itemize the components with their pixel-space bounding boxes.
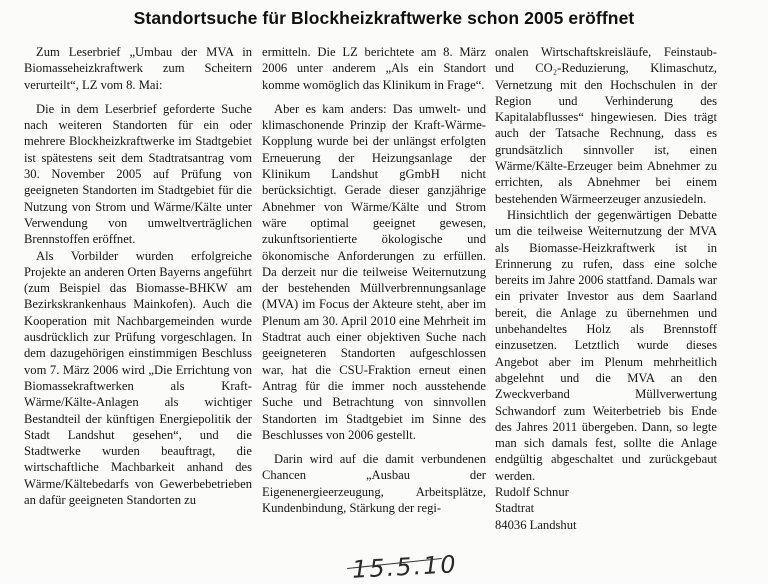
paragraph: Hinsichtlich der gegenwärtigen Debatte um die teilweise Weiternutzung der MVA als Biomasse-Heizkraftwerk ist in Erinnerung zu rufen, dass eine solche bereits im Jahre 2006 stattfand. Damals war ein privater Investor aus dem Saarland bereit, die Anlage zu übernehmen und unbehandeltes Holz als Brennstoff einzusetzen. Letztlich wurde dieses Angebot aber im Plenum mehrheitlich abgelehnt und die MVA an den Zweckverband Müllverwertung Schwandorf zum Weiterbetrieb bis Ende des Jahres 2011 übergeben. Dann, so legte man sich damals fest, sollte die Anlage endgültig abgeschaltet und zurückgebaut werden.	[495, 207, 717, 483]
paragraph: Zum Leserbrief „Umbau der MVA in Biomasseheizkraftwerk zum Scheitern verurteilt“, LZ vom 8. Mai:	[24, 45, 252, 92]
text-column-3	[495, 44, 717, 533]
paragraph: Aber es kam anders: Das umwelt- und klimaschonende Prinzip der Kraft-Wärme-Kopplung wurde bei der unlängst erfolgten Erneuerung der Heizungsanlage der Klinikum Landshut gGmbH nicht berücksichtigt. Gerade dieser ganzjährige Abnehmer von Wärme/Kälte und Strom wäre optimal geeignet gewesen, zukunftsorientierte ökologische und ökonomische Anforderungen zu erfüllen. Da derzeit nur die teilweise Weiternutzung der bestehenden Müllverbrennungsanlage (MVA) im Focus der Akteure steht, aber im Plenum am 30. April 2010 eine Mehrheit im Stadtrat auch einer objektiven Suche nach geeigneteren Standorten aufgeschlossen war, hat die CSU-Fraktion erneut einen Antrag für die immer noch ausstehende Suche und Betrachtung von sinnvollen Standorten im Stadtgebiet im Sinne des Beschlusses von 2006 gestellt.	[262, 101, 486, 442]
signature-block	[495, 484, 717, 533]
paragraph: ermitteln. Die LZ berichtete am 8. März 2006 unter anderem „Als ein Standort komme womöglich das Klinikum in Frage“.	[262, 45, 486, 92]
paragraph: Die in dem Leserbrief geforderte Suche nach weiteren Standorten für ein oder mehrere Blockheizkraftwerke im Stadtgebiet ist spätestens seit dem Stadtratsantrag vom 30. November 2005 auf Prüfung von geeigneten Standorten im Stadtgebiet für die Nutzung von Strom und Wärme/Kälte unter Verwendung von umweltverträglichen Brennstoffen eröffnet.	[24, 101, 252, 247]
paragraph: Darin wird auf die damit verbundenen Chancen „Ausbau der Eigenenergieerzeugung, Arbeitsplätze, Kundenbindung, Stärkung der regi-	[262, 452, 486, 516]
text-column-2	[262, 44, 486, 516]
paragraph: Als Vorbilder wurden erfolgreiche Projekte an anderen Orten Bayerns angeführt (zum Beispiel das Biomasse-BHKW am Bezirkskrankenhaus Mainkofen). Auch die Kooperation mit Nachbargemeinden wurde ausdrücklich zur Prüfung vorgeschlagen. In dem dazugehörigen einstimmigen Beschluss vom 7. März 2006 wird „Die Errichtung von Biomassekraftwerken als Kraft-Wärme/Kälte-Anlagen als wichtiger Bestandteil der künftigen Energiepolitik der Stadt Landshut gesehen“, und die Stadtwerke wurden beauftragt, die wirtschaftliche Machbarkeit anhand des Wärme/Kältebedarfs von Gewerbebetrieben an dafür geeigneten Standorten zu	[24, 248, 252, 508]
handwritten-date: 15.5.10	[351, 550, 459, 584]
paragraph: onalen Wirtschaftskreisläufe, Feinstaub- und CO₂-Reduzierung, Klimaschutz, Vernetzung mit den Hochschulen in der Region und Verhinderung des Kapitalabflusses“ hingewiesen. Dies trägt auch der Tatsache Rechnung, dass es grundsätzlich sinnvoller ist, einen Wärme/Kälte-Erzeuger beim Abnehmer zu errichten, als Abnehmer bei einem bestehenden Wärmeerzeuger anzusiedeln.	[495, 45, 717, 206]
author-title: Stadtrat	[495, 501, 535, 516]
author-name: Rudolf Schnur	[495, 485, 569, 500]
text-column-1	[24, 44, 252, 508]
article-headline: Standortsuche für Blockheizkraftwerke schon 2005 eröffnet	[133, 8, 635, 28]
author-location: 84036 Landshut	[495, 517, 577, 532]
